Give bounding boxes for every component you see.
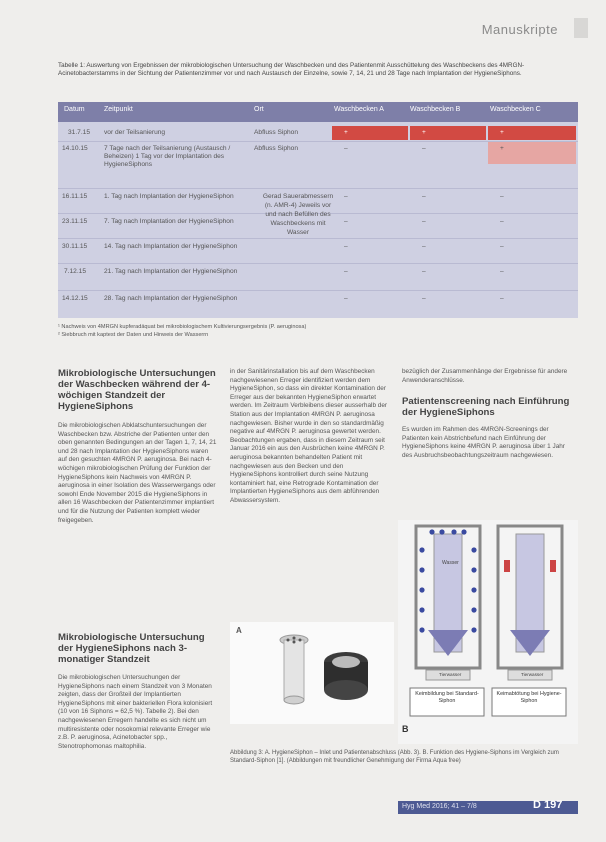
- label-keimabtoetung: Keimabtötung bei Hygiene-Siphon: [496, 691, 562, 704]
- row-date: 30.11.15: [62, 243, 88, 250]
- mark-c: –: [500, 243, 504, 250]
- mark-b: –: [422, 145, 426, 152]
- mark-b: +: [422, 129, 426, 136]
- row-date: 16.11.15: [62, 193, 88, 200]
- mark-a: –: [344, 268, 348, 275]
- mark-a: +: [344, 129, 348, 136]
- footnote-1: ¹ Nachweis von 4MRGN kupferadäquat bei mikrobiologischem Kultivierungsergebnis (P. aeruginosa): [58, 324, 307, 330]
- heading-patientenscreening: Patientenscreening nach Einführung der HygieneSiphons: [402, 396, 570, 418]
- row-zeitpunkt: vor der Teilsanierung: [104, 129, 166, 136]
- figure-a-label: A: [236, 626, 242, 635]
- row-zeitpunkt: 7. Tag nach Implantation der HygieneSiphon: [104, 218, 234, 225]
- row-date: 31.7.15: [68, 129, 90, 136]
- mark-b: –: [422, 268, 426, 275]
- row-ort: Abfluss Siphon: [254, 145, 298, 152]
- mark-b: –: [422, 193, 426, 200]
- row-zeitpunkt: 1. Tag nach Implantation der HygieneSiphon: [104, 193, 234, 200]
- page-tab: [574, 18, 588, 38]
- footer-journal: Hyg Med 2016; 41 – 7/8: [402, 803, 477, 810]
- label-keimbildung: Keimbildung bei Standard-Siphon: [415, 691, 479, 704]
- row-divider: [58, 141, 578, 142]
- row-date: 14.10.15: [62, 145, 88, 152]
- mark-a: –: [344, 243, 348, 250]
- header-datum: Datum: [64, 106, 85, 113]
- mark-a: –: [344, 193, 348, 200]
- text-col3-para1: bezüglich der Zusammenhänge der Ergebnisse für andere Anwenderanschlüsse.: [402, 368, 568, 384]
- figure-b-diagram: [398, 520, 578, 744]
- row-ort: Abfluss Siphon: [254, 129, 298, 136]
- mark-b: –: [422, 295, 426, 302]
- row-date: 23.11.15: [62, 218, 88, 225]
- row-zeitpunkt: 28. Tag nach Implantation der HygieneSiphon: [104, 295, 238, 302]
- row-date: 14.12.15: [62, 295, 88, 302]
- text-col2: in der Sanitärinstallation bis auf dem Waschbecken nachgewiesenen Erreger identifiziert werden dem HygieneSiphon, so dass ein direkter Kontamination der Erreger aus der bekannten HygieneSiphon erwartet werden. Im Zeitraum Verbleibens dieser ausserhalb der Station aus der Implantation 4MRGN P. aeruginosa nachgewiesen. Bisher wurde in den so standardmäßig negative auf 4MRGN P. aeruginosa gewertet werden. Beobachtungen ergaben, dass in diesem Zeitraum seit Januar 2016 ein aus den Ausbrüchen keine 4MRGN P. aeruginosa bekannten behandelten Patient mit nachgewiesen aus den Becken und den HygieneSiphons kontrolliert durch seine Nutzung kontaminiert hat, eine Retrograde Kontamination der Implantierten HygieneSiphons aus dem abführenden Abwassersystem.: [230, 368, 388, 504]
- label-tierwasser-left: Tierwasser: [439, 672, 462, 677]
- figure-caption: Abbildung 3: A. HygieneSiphon – Inlet und Patientenabschluss (Abb. 3). B. Funktion des Hygiene-Siphons im Vergleich zum Standard-Siphon [1]. (Abbildungen mit freundlicher Genehmigung der Firma Aqua free): [230, 750, 559, 764]
- mark-c: –: [500, 268, 504, 275]
- mark-a: –: [344, 295, 348, 302]
- footnote-2: ² Siebbruch mit kaptest der Daten und Hinweis der Wasserrn: [58, 332, 209, 338]
- heading-untersuchung-waschbecken: Mikrobiologische Untersuchungen der Waschbecken während der 4-wöchigen Standzeit der HygieneSiphons: [58, 368, 216, 412]
- page-number: D 197: [533, 799, 563, 811]
- header-zeitpunkt: Zeitpunkt: [104, 106, 133, 113]
- mark-c: –: [500, 193, 504, 200]
- mark-b: –: [422, 243, 426, 250]
- results-table: [58, 102, 578, 318]
- row-zeitpunkt: 7 Tage nach der Teilsanierung (Austausch / Beheizen) 1 Tag vor der Implantation des HygieneSiphons: [104, 145, 231, 168]
- mark-c: +: [500, 129, 504, 136]
- section-label: Manuskripte: [481, 22, 558, 37]
- label-tierwasser-right: Tierwasser: [521, 672, 544, 677]
- row-date: 7.12.15: [64, 268, 86, 275]
- text-col3-para2: Es wurden im Rahmen des 4MRGN-Screenings der Patienten kein Abstrichbefund nach Einführung der HygieneSiphons keine 4MRGN P. aeruginosa über 1 Jahr des Ausbruchsbeobachtungszeitraum nachgewiesen.: [402, 426, 565, 459]
- mark-a: –: [344, 145, 348, 152]
- text-col1-para2: Die mikrobiologischen Untersuchungen der HygieneSiphons nach einem Standzeit von 3 Monaten zeigten, dass der Großteil der Implantierten HygieneSiphons mit einer bakteriellen Flora kolonisiert (10 von 16 Siphons = 62,5 %). Tabelle 2). Bei den nachgewiesenen Erregern handelte es sich nicht um multiresistente oder nosokomial relevante Erreger wie z.B. P. aeruginosa, Acinetobacter spp., Stenotrophomonas maltophilia.: [58, 674, 213, 750]
- label-wasser-arrow: Wasser: [442, 560, 459, 566]
- ort-merged-cell: Gerad Sauerabmessern (n. AMR-4) Jeweils vor und nach Befüllen des Waschbeckens mit Wasser: [262, 193, 334, 236]
- row-zeitpunkt: 14. Tag nach Implantation der HygieneSiphon: [104, 243, 238, 250]
- header-ort: Ort: [254, 106, 264, 113]
- mark-c: +: [500, 145, 504, 152]
- figure-a-photo: [230, 622, 394, 724]
- siphon-comparison-diagram: [398, 520, 578, 744]
- heading-untersuchung-siphons: Mikrobiologische Untersuchung der HygieneSiphons nach 3-monatiger Standzeit: [58, 632, 205, 665]
- row-divider: [58, 188, 578, 189]
- header-waschbecken-b: Waschbecken B: [410, 106, 461, 113]
- row-divider: [58, 263, 578, 264]
- siphon-parts-illustration: [230, 622, 394, 724]
- row-divider: [58, 290, 578, 291]
- figure-b-label: B: [402, 724, 409, 734]
- mark-b: –: [422, 218, 426, 225]
- header-waschbecken-a: Waschbecken A: [334, 106, 384, 113]
- row-divider: [58, 238, 578, 239]
- table-caption: Tabelle 1: Auswertung von Ergebnissen der mikrobiologischen Untersuchung der Waschbecken und des Patientenmit Ausschüttelung des Waschbeckens des 4MRGN-Acinetobacterstamms in der Sichtung der Patientenzimmer vor und nach Austausch der Einzelne, sowie 7, 14, 21 und 28 Tage nach Implantation der HygieneSiphons.: [58, 62, 525, 77]
- mark-a: –: [344, 218, 348, 225]
- row-zeitpunkt: 21. Tag nach Implantation der HygieneSiphon: [104, 268, 238, 275]
- text-col1-para1: Die mikrobiologischen Abklatschuntersuchungen der Waschbecken bzw. Abstriche der Patienten unter den oben genannten Bedingungen an der Tagen 1, 7, 14, 21 und 28 nach Implantation der HygieneSiphons waren auf den gesuchten 4MRGN P. aeruginosa. Bei nach 4-wöchigen mikrobiologischen Prüfung der Funktion der HygieneSiphons kein Nachweis von 4MRGN P. aeruginosa in einer Isolation des Wasserwergangs oder sowohl Ende November 2015 die HygieneSiphons in allen 16 Waschbecken der Patientenzimmer implantiert und für die Nutzung der Patienten komplett wieder freigegeben.: [58, 422, 217, 524]
- mark-c: –: [500, 295, 504, 302]
- header-waschbecken-c: Waschbecken C: [490, 106, 541, 113]
- table-header-row: [58, 102, 578, 122]
- mark-c: –: [500, 218, 504, 225]
